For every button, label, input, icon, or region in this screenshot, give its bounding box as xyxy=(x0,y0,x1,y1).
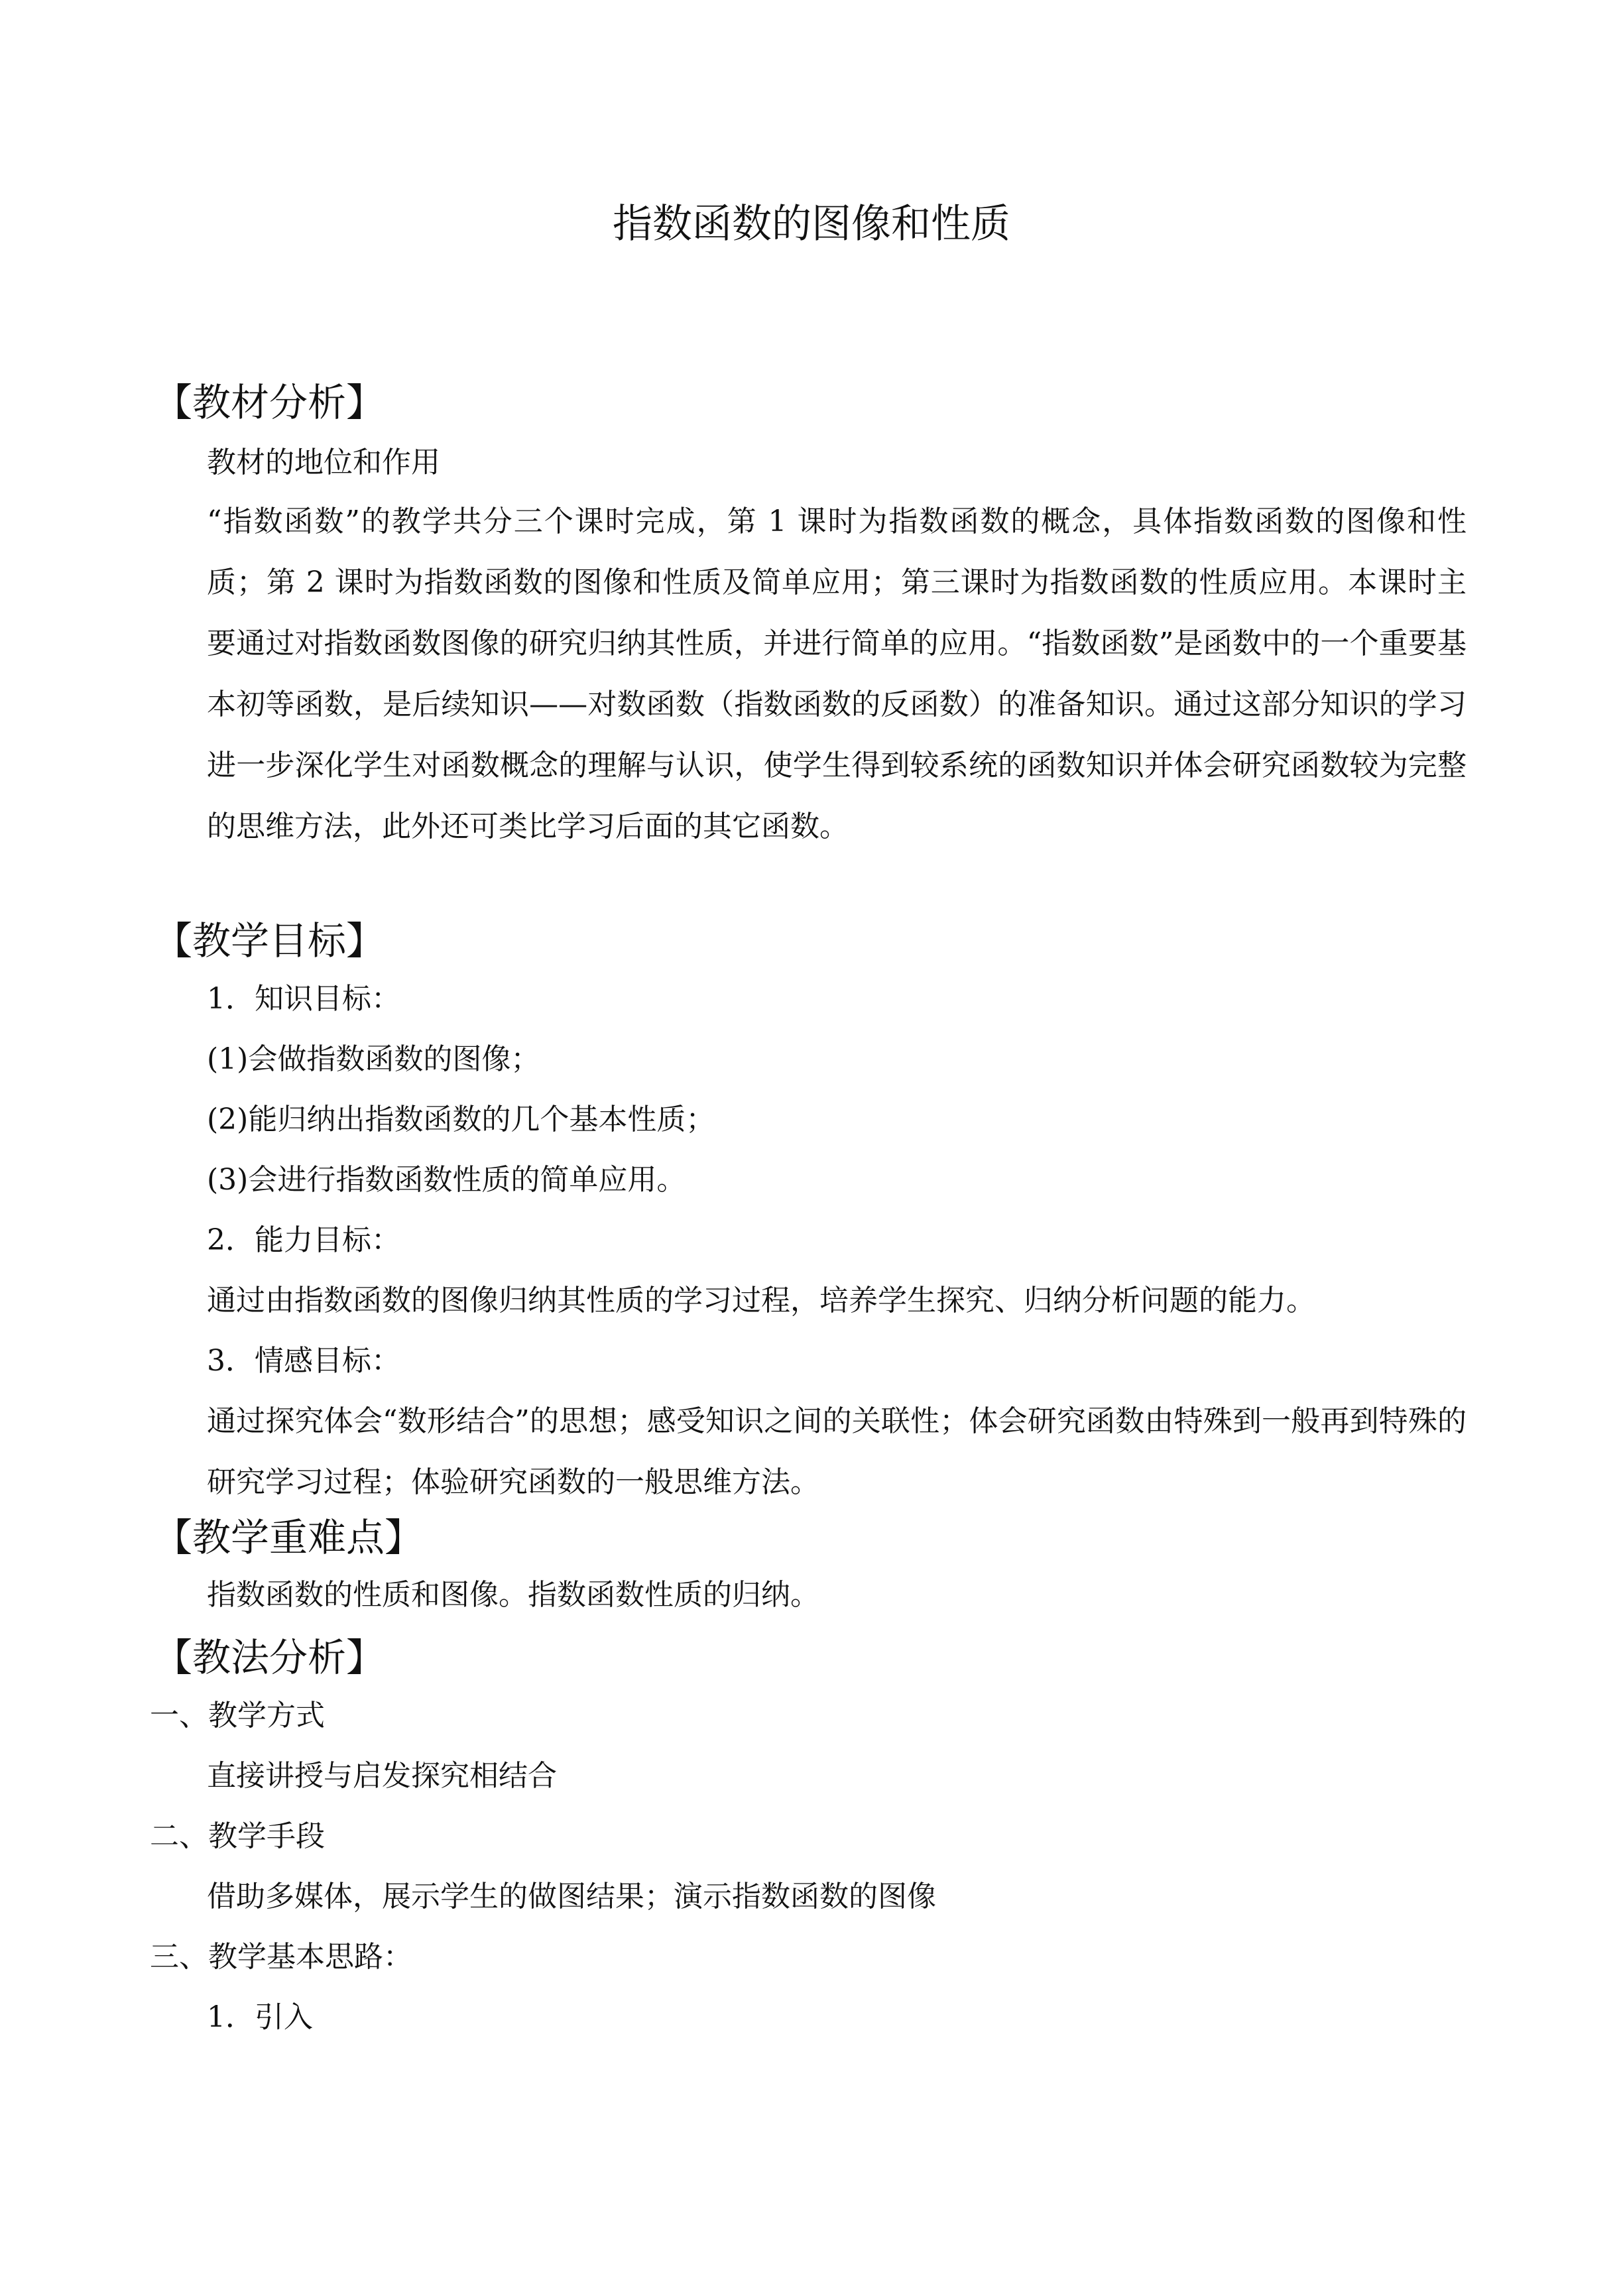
knowledge-goal-item-1: (1)会做指数函数的图像； xyxy=(207,1042,540,1076)
emotion-goal-label: 3．情感目标： xyxy=(207,1344,400,1378)
ability-goal-text: 通过由指数函数的图像归纳其性质的学习过程，培养学生探究、归纳分析问题的能力。 xyxy=(207,1284,1315,1317)
teaching-means-label: 二、教学手段 xyxy=(150,1819,325,1853)
teaching-mode-label: 一、教学方式 xyxy=(150,1699,325,1732)
knowledge-goal-label: 1．知识目标： xyxy=(207,982,400,1016)
section-heading-method: 【教法分析】 xyxy=(154,1635,385,1680)
section-heading-goals: 【教学目标】 xyxy=(154,918,385,963)
section-heading-key-points: 【教学重难点】 xyxy=(154,1515,424,1560)
teaching-idea-label: 三、教学基本思路： xyxy=(150,1940,412,1974)
teaching-mode-text: 直接讲授与启发探究相结合 xyxy=(207,1759,557,1793)
ability-goal-label: 2．能力目标： xyxy=(207,1223,400,1257)
knowledge-goal-item-2: (2)能归纳出指数函数的几个基本性质； xyxy=(207,1103,715,1136)
document-title: 指数函数的图像和性质 xyxy=(613,201,1010,247)
material-paragraph: “指数函数”的教学共分三个课时完成，第 1 课时为指数函数的概念，具体指数函数的图像和性质；第 2 课时为指数函数的图像和性质及简单应用；第三课时为指数函数的性质应用。本课时主要通过对指数函数图像的研究归纳其性质，并进行简单的应用。“指数函数”是函数中的一个重要基本初等函数，是后续知识——对数函数（指数函数的反函数）的准备知识。通过这部分知识的学习进一步深化学生对函数概念的理解与认识，使学生得到较系统的函数知识并体会研究函数较为完整的思维方法，此外还可类比学习后面的其它函数。 xyxy=(207,505,1467,843)
material-subheading: 教材的地位和作用 xyxy=(207,446,440,479)
knowledge-goal-item-3: (3)会进行指数函数性质的简单应用。 xyxy=(207,1163,686,1197)
teaching-idea-item-1: 1．引入 xyxy=(207,2000,313,2034)
section-heading-material: 【教材分析】 xyxy=(154,380,385,425)
emotion-goal-text: 通过探究体会“数形结合”的思想；感受知识之间的关联性；体会研究函数由特殊到一般再到特殊的研究学习过程；体验研究函数的一般思维方法。 xyxy=(207,1404,1467,1499)
key-points-text: 指数函数的性质和图像。指数函数性质的归纳。 xyxy=(207,1578,819,1612)
teaching-means-text: 借助多媒体，展示学生的做图结果；演示指数函数的图像 xyxy=(207,1880,936,1913)
